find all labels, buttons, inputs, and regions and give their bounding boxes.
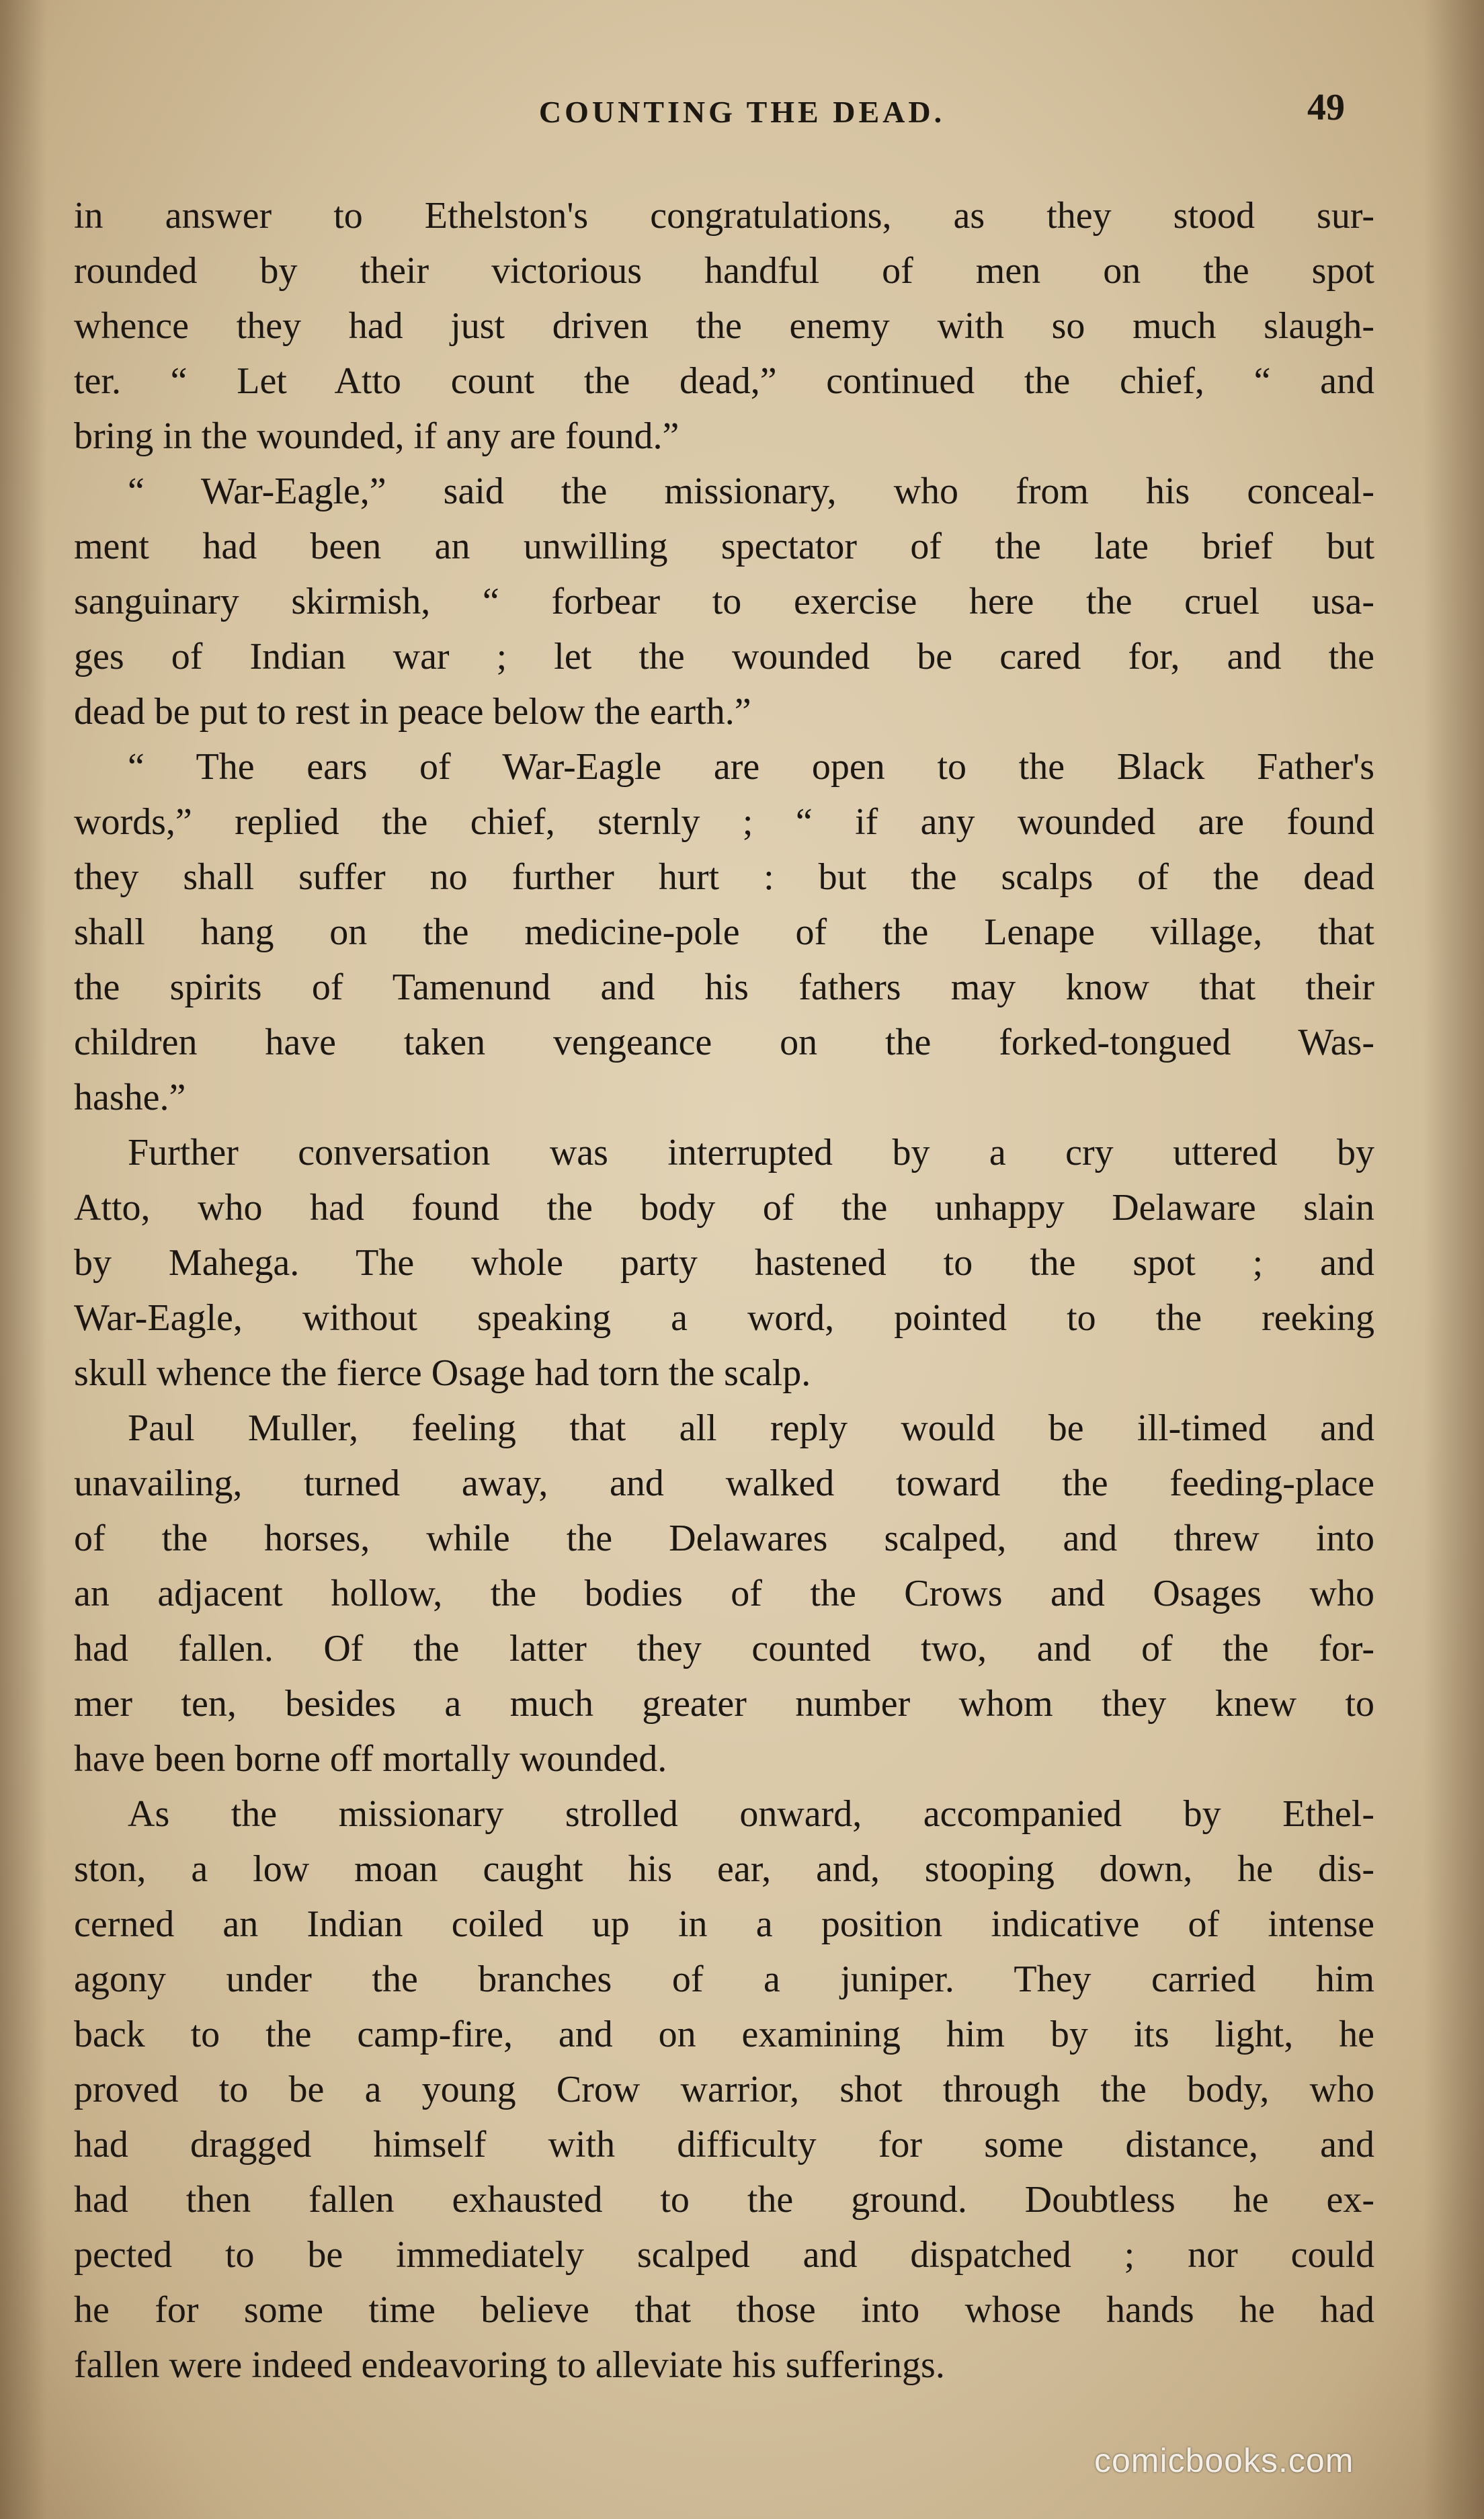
text-line: cerned an Indian coiled up in a position indicative of intense — [74, 1903, 1374, 1945]
text-line: back to the camp-fire, and on examining him by its light, he — [74, 2014, 1374, 2055]
text-line: by Mahega. The whole party hastened to the spot ; and — [74, 1242, 1374, 1284]
text-line: mer ten, besides a much greater number whom they knew to — [74, 1683, 1374, 1725]
page-number: 49 — [1307, 87, 1345, 128]
text-line: unavailing, turned away, and walked toward the feeding-place — [74, 1462, 1374, 1504]
text-line: pected to be immediately scalped and dispatched ; nor could — [74, 2234, 1374, 2276]
text-line: sanguinary skirmish, “ forbear to exercise here the cruel usa- — [74, 581, 1374, 622]
text-line: agony under the branches of a juniper. They carried him — [74, 1958, 1374, 2000]
text-line: War-Eagle, without speaking a word, pointed to the reeking — [74, 1297, 1374, 1339]
text-line: ter. “ Let Atto count the dead,” continued the chief, “ and — [74, 360, 1374, 402]
text-line: the spirits of Tamenund and his fathers may know that their — [74, 966, 1374, 1008]
text-line: ges of Indian war ; let the wounded be cared for, and the — [74, 636, 1374, 677]
text-line: words,” replied the chief, sternly ; “ if any wounded are found — [74, 801, 1374, 843]
watermark: comicbooks.com — [1094, 2442, 1354, 2479]
text-line: he for some time believe that those into whose hands he had — [74, 2289, 1374, 2331]
text-line: had fallen. Of the latter they counted two, and of the for- — [74, 1628, 1374, 1669]
body-text — [74, 188, 1374, 2393]
text-line: “ War-Eagle,” said the missionary, who from his conceal- — [128, 470, 1374, 512]
text-line: whence they had just driven the enemy with so much slaugh- — [74, 305, 1374, 347]
text-line: fallen were indeed endeavoring to alleviate his sufferings. — [74, 2344, 945, 2386]
text-line: “ The ears of War-Eagle are open to the Black Father's — [128, 746, 1374, 788]
text-line: skull whence the fierce Osage had torn the scalp. — [74, 1352, 811, 1394]
text-line: rounded by their victorious handful of men on the spot — [74, 250, 1374, 292]
text-line: ment had been an unwilling spectator of the late brief but — [74, 526, 1374, 567]
text-line: proved to be a young Crow warrior, shot through the body, who — [74, 2069, 1374, 2110]
text-line: children have taken vengeance on the forked-tongued Was- — [74, 1022, 1374, 1063]
text-line: an adjacent hollow, the bodies of the Crows and Osages who — [74, 1573, 1374, 1614]
text-line: dead be put to rest in peace below the earth.” — [74, 691, 751, 733]
text-line: hashe.” — [74, 1077, 186, 1118]
page-edge-shadow-right — [1424, 0, 1484, 2519]
running-title: COUNTING THE DEAD. — [538, 95, 946, 129]
text-line: in answer to Ethelston's congratulations, as they stood sur- — [74, 195, 1374, 237]
text-line: Atto, who had found the body of the unhappy Delaware slain — [74, 1187, 1374, 1229]
text-line: had then fallen exhausted to the ground. Doubtless he ex- — [74, 2179, 1374, 2221]
text-line: they shall suffer no further hurt : but the scalps of the dead — [74, 856, 1374, 898]
text-line: bring in the wounded, if any are found.” — [74, 415, 679, 457]
text-line: Further conversation was interrupted by a cry uttered by — [128, 1132, 1374, 1173]
text-line: of the horses, while the Delawares scalped, and threw into — [74, 1518, 1374, 1559]
page-edge-shadow-left — [0, 0, 47, 2519]
text-line: As the missionary strolled onward, accompanied by Ethel- — [128, 1793, 1374, 1835]
text-line: had dragged himself with difficulty for some distance, and — [74, 2124, 1374, 2165]
text-line: have been borne off mortally wounded. — [74, 1738, 667, 1780]
text-line: shall hang on the medicine-pole of the Lenape village, that — [74, 911, 1374, 953]
text-line: Paul Muller, feeling that all reply would be ill-timed and — [128, 1407, 1374, 1449]
text-line: ston, a low moan caught his ear, and, stooping down, he dis- — [74, 1848, 1374, 1890]
